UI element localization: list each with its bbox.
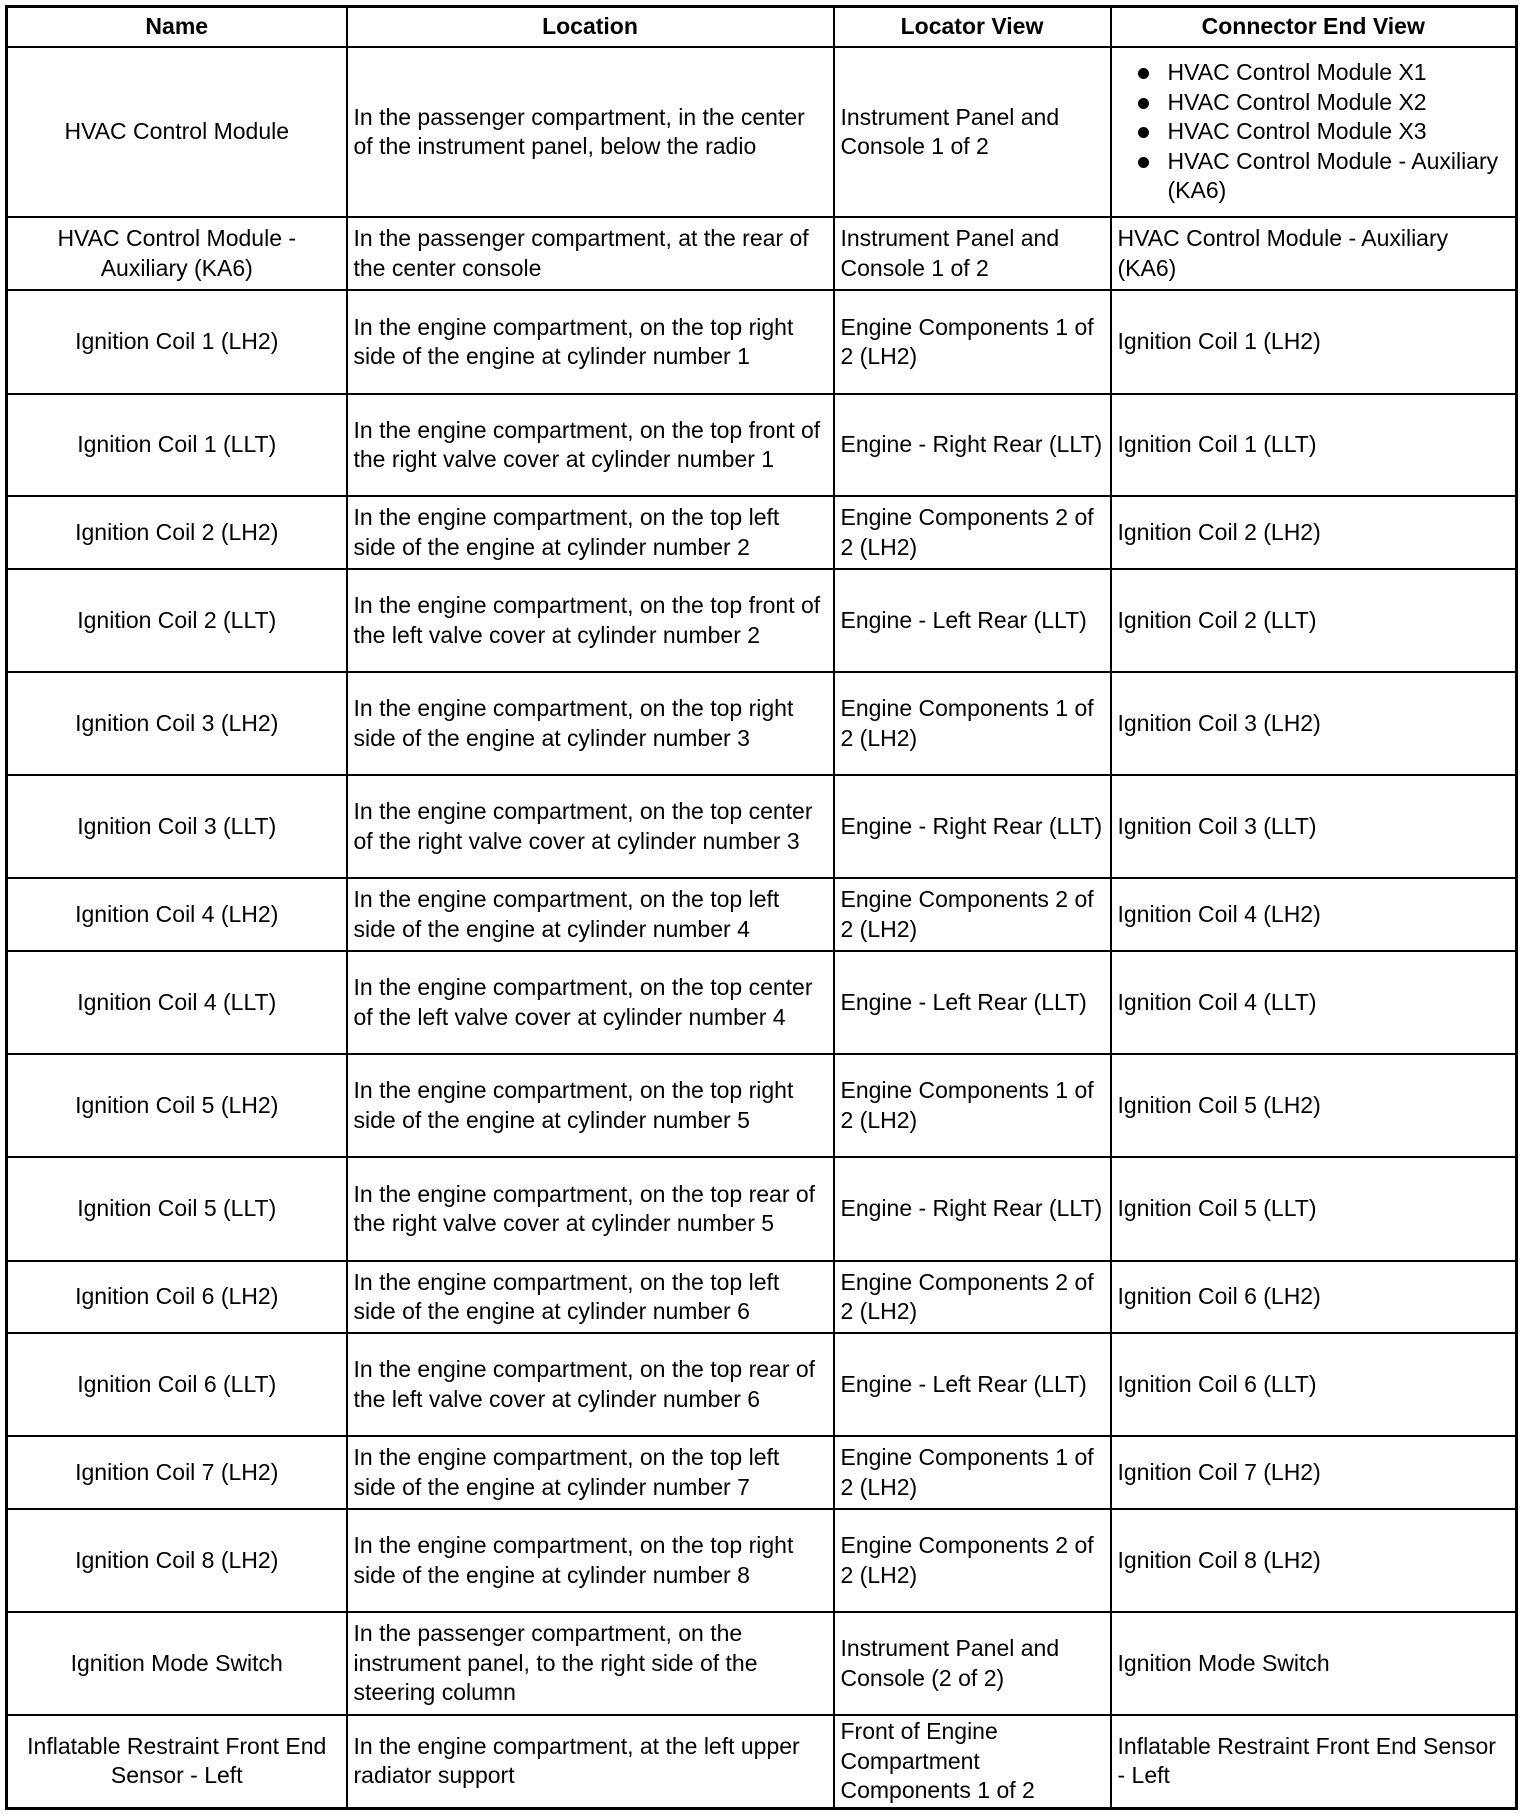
table-row — [7, 775, 1517, 878]
cell-locator-view: Instrument Panel and Console 1 of 2 — [834, 47, 1111, 217]
table-row — [7, 1509, 1517, 1612]
table-row — [7, 394, 1517, 496]
cell-name: Inflatable Restraint Front End Sensor - Left — [7, 1715, 347, 1808]
header-name: Name — [7, 7, 347, 48]
cell-name: Ignition Coil 2 (LH2) — [7, 496, 347, 569]
cell-locator-view: Engine Components 1 of 2 (LH2) — [834, 1436, 1111, 1509]
cell-location: In the engine compartment, on the top right side of the engine at cylinder number 8 — [347, 1509, 834, 1612]
header-locator-view: Locator View — [834, 7, 1111, 48]
table-body — [7, 47, 1517, 1808]
cell-location: In the engine compartment, on the top right side of the engine at cylinder number 3 — [347, 672, 834, 775]
header-connector-end-view: Connector End View — [1111, 7, 1517, 48]
cell-name: Ignition Coil 4 (LLT) — [7, 951, 347, 1054]
connector-list-item: HVAC Control Module X3 — [1168, 117, 1510, 147]
connector-list-item: HVAC Control Module - Auxiliary (KA6) — [1168, 147, 1510, 206]
cell-name: Ignition Coil 3 (LLT) — [7, 775, 347, 878]
cell-location: In the engine compartment, on the top rear of the right valve cover at cylinder number 5 — [347, 1157, 834, 1261]
cell-connector-end-view: Ignition Coil 1 (LLT) — [1111, 394, 1517, 496]
cell-connector-end-view: Ignition Mode Switch — [1111, 1612, 1517, 1715]
cell-locator-view: Engine Components 2 of 2 (LH2) — [834, 1261, 1111, 1333]
cell-location: In the passenger compartment, in the center of the instrument panel, below the radio — [347, 47, 834, 217]
cell-connector-end-view: Ignition Coil 3 (LLT) — [1111, 775, 1517, 878]
cell-name: Ignition Coil 8 (LH2) — [7, 1509, 347, 1612]
cell-name: Ignition Coil 5 (LH2) — [7, 1054, 347, 1157]
cell-locator-view: Engine Components 2 of 2 (LH2) — [834, 496, 1111, 569]
cell-name: Ignition Coil 1 (LH2) — [7, 290, 347, 394]
cell-connector-end-view: Ignition Coil 3 (LH2) — [1111, 672, 1517, 775]
cell-location: In the engine compartment, on the top front of the right valve cover at cylinder number 1 — [347, 394, 834, 496]
cell-locator-view: Engine - Right Rear (LLT) — [834, 394, 1111, 496]
cell-connector-end-view: Ignition Coil 2 (LLT) — [1111, 569, 1517, 672]
cell-locator-view: Engine - Left Rear (LLT) — [834, 1333, 1111, 1436]
cell-locator-view: Engine Components 1 of 2 (LH2) — [834, 672, 1111, 775]
cell-connector-end-view: Ignition Coil 7 (LH2) — [1111, 1436, 1517, 1509]
connector-list — [1118, 58, 1510, 206]
table-row — [7, 1436, 1517, 1509]
table-row — [7, 496, 1517, 569]
table-row — [7, 217, 1517, 290]
cell-locator-view: Engine Components 2 of 2 (LH2) — [834, 1509, 1111, 1612]
cell-connector-end-view: Ignition Coil 4 (LLT) — [1111, 951, 1517, 1054]
header-location: Location — [347, 7, 834, 48]
cell-name: HVAC Control Module — [7, 47, 347, 217]
cell-location: In the engine compartment, on the top left side of the engine at cylinder number 6 — [347, 1261, 834, 1333]
cell-location: In the engine compartment, on the top front of the left valve cover at cylinder number 2 — [347, 569, 834, 672]
cell-connector-end-view: HVAC Control Module - Auxiliary (KA6) — [1111, 217, 1517, 290]
cell-connector-end-view: Ignition Coil 8 (LH2) — [1111, 1509, 1517, 1612]
cell-connector-end-view: Inflatable Restraint Front End Sensor - Left — [1111, 1715, 1517, 1808]
cell-location: In the engine compartment, at the left upper radiator support — [347, 1715, 834, 1808]
cell-connector-end-view: Ignition Coil 5 (LH2) — [1111, 1054, 1517, 1157]
cell-connector-end-view: Ignition Coil 4 (LH2) — [1111, 878, 1517, 951]
cell-location: In the engine compartment, on the top right side of the engine at cylinder number 5 — [347, 1054, 834, 1157]
cell-location: In the engine compartment, on the top center of the left valve cover at cylinder number 4 — [347, 951, 834, 1054]
cell-location: In the engine compartment, on the top left side of the engine at cylinder number 2 — [347, 496, 834, 569]
table-row — [7, 47, 1517, 217]
cell-connector-end-view: Ignition Coil 5 (LLT) — [1111, 1157, 1517, 1261]
cell-locator-view: Engine - Left Rear (LLT) — [834, 951, 1111, 1054]
table-row — [7, 1715, 1517, 1808]
table-row — [7, 672, 1517, 775]
cell-location: In the passenger compartment, on the instrument panel, to the right side of the steering column — [347, 1612, 834, 1715]
cell-locator-view: Engine - Right Rear (LLT) — [834, 775, 1111, 878]
table-row — [7, 1261, 1517, 1333]
cell-locator-view: Instrument Panel and Console 1 of 2 — [834, 217, 1111, 290]
cell-locator-view: Engine Components 1 of 2 (LH2) — [834, 1054, 1111, 1157]
cell-location: In the engine compartment, on the top right side of the engine at cylinder number 1 — [347, 290, 834, 394]
cell-name: Ignition Coil 2 (LLT) — [7, 569, 347, 672]
cell-connector-end-view: Ignition Coil 2 (LH2) — [1111, 496, 1517, 569]
cell-name: Ignition Coil 4 (LH2) — [7, 878, 347, 951]
header-row — [7, 7, 1517, 48]
cell-connector-end-view — [1111, 47, 1517, 217]
cell-name: Ignition Coil 6 (LH2) — [7, 1261, 347, 1333]
table-row — [7, 951, 1517, 1054]
cell-location: In the engine compartment, on the top left side of the engine at cylinder number 4 — [347, 878, 834, 951]
table-row — [7, 1612, 1517, 1715]
cell-locator-view: Engine - Left Rear (LLT) — [834, 569, 1111, 672]
table-row — [7, 1054, 1517, 1157]
cell-locator-view: Engine Components 2 of 2 (LH2) — [834, 878, 1111, 951]
table-row — [7, 1333, 1517, 1436]
cell-name: Ignition Coil 7 (LH2) — [7, 1436, 347, 1509]
cell-location: In the passenger compartment, at the rear of the center console — [347, 217, 834, 290]
component-locator-table — [5, 5, 1518, 1810]
cell-name: Ignition Coil 6 (LLT) — [7, 1333, 347, 1436]
cell-locator-view: Engine Components 1 of 2 (LH2) — [834, 290, 1111, 394]
cell-name: HVAC Control Module - Auxiliary (KA6) — [7, 217, 347, 290]
cell-connector-end-view: Ignition Coil 6 (LLT) — [1111, 1333, 1517, 1436]
cell-name: Ignition Coil 3 (LH2) — [7, 672, 347, 775]
cell-locator-view: Engine - Right Rear (LLT) — [834, 1157, 1111, 1261]
connector-list-item: HVAC Control Module X1 — [1168, 58, 1510, 88]
cell-connector-end-view: Ignition Coil 6 (LH2) — [1111, 1261, 1517, 1333]
cell-name: Ignition Coil 1 (LLT) — [7, 394, 347, 496]
table-row — [7, 290, 1517, 394]
table-row — [7, 1157, 1517, 1261]
cell-location: In the engine compartment, on the top left side of the engine at cylinder number 7 — [347, 1436, 834, 1509]
cell-location: In the engine compartment, on the top center of the right valve cover at cylinder number 3 — [347, 775, 834, 878]
cell-locator-view: Instrument Panel and Console (2 of 2) — [834, 1612, 1111, 1715]
cell-locator-view: Front of Engine Compartment Components 1 of 2 — [834, 1715, 1111, 1808]
connector-list-item: HVAC Control Module X2 — [1168, 88, 1510, 118]
cell-name: Ignition Mode Switch — [7, 1612, 347, 1715]
cell-name: Ignition Coil 5 (LLT) — [7, 1157, 347, 1261]
cell-connector-end-view: Ignition Coil 1 (LH2) — [1111, 290, 1517, 394]
table-row — [7, 878, 1517, 951]
table-row — [7, 569, 1517, 672]
cell-location: In the engine compartment, on the top rear of the left valve cover at cylinder number 6 — [347, 1333, 834, 1436]
